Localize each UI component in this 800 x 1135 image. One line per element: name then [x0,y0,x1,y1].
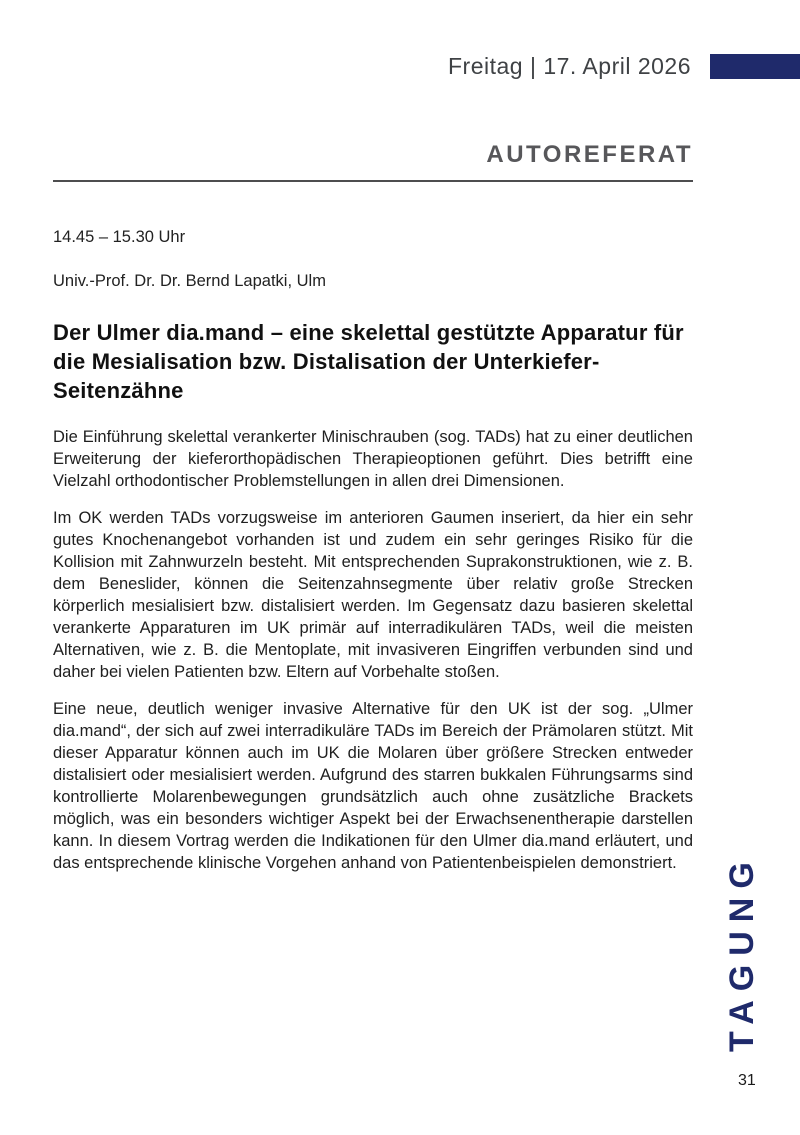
vertical-section-label: TAGUNG [723,853,761,1053]
session-time: 14.45 – 15.30 Uhr [53,228,186,246]
abstract-paragraph: Die Einführung skelettal verankerter Minischrauben (sog. TADs) hat zu einer deutlichen Erweiterung der kieferorthopädischen Therapieoptionen geführt. Dies betrifft eine Vielzahl orthodontischer Problemstellungen in allen drei Dimensionen. [53,428,693,490]
abstract [53,426,693,874]
abstract-paragraph: Im OK werden TADs vorzugsweise im anterioren Gaumen inseriert, da hier ein sehr gutes Knochenangebot vorhanden ist und zudem ein sehr geringes Risiko für die Kollision mit Zahnwurzeln besteht. Mit entsprechenden Suprakonstruktionen, wie z. B. dem Beneslider, können die Seitenzahnsegmente über relativ große Strecken körperlich mesialisiert bzw. distalisiert werden. Im Gegensatz dazu basieren skelettal verankerte Apparaturen im UK primär auf interradikulären TADs, weil die meisten Alternativen, wie z. B. die Mentoplate, mit invasiveren Eingriffen verbunden sind und daher bei vielen Patienten bzw. Eltern auf Vorbehalte stoßen. [53,509,693,681]
section-heading [53,141,693,182]
page-number: 31 [738,1072,756,1089]
session-content [53,228,693,889]
header-date: Freitag | 17. April 2026 [448,52,691,79]
session-title: Der Ulmer dia.mand – eine skelettal gestützte Apparatur für die Mesialisation bzw. Distalisation der Unterkiefer-Seitenzähne [53,320,684,403]
abstract-paragraph: Eine neue, deutlich weniger invasive Alternative für den UK ist der sog. „Ulmer dia.mand“, der sich auf zwei interradikuläre TADs im Bereich der Prämolaren stützt. Mit dieser Apparatur können auch im UK die Molaren über größere Strecken entweder distalisiert oder mesialisiert werden. Aufgrund des starren bukkalen Führungsarms sind kontrollierte Molarenbewegungen grundsätzlich auch ohne zusätzliche Brackets möglich, was ein besonders wichtiger Aspekt bei der Erwachsenentherapie darstellen kann. In diesem Vortrag werden die Indikationen für den Ulmer dia.mand erläutert, und das entsprechende klinische Vorgehen anhand von Patientenbeispielen demonstriert. [53,700,693,872]
page-header [0,52,800,80]
session-speaker: Univ.-Prof. Dr. Dr. Bernd Lapatki, Ulm [53,272,326,290]
section-title: AUTOREFERAT [486,141,693,168]
header-accent-bar [710,54,800,79]
